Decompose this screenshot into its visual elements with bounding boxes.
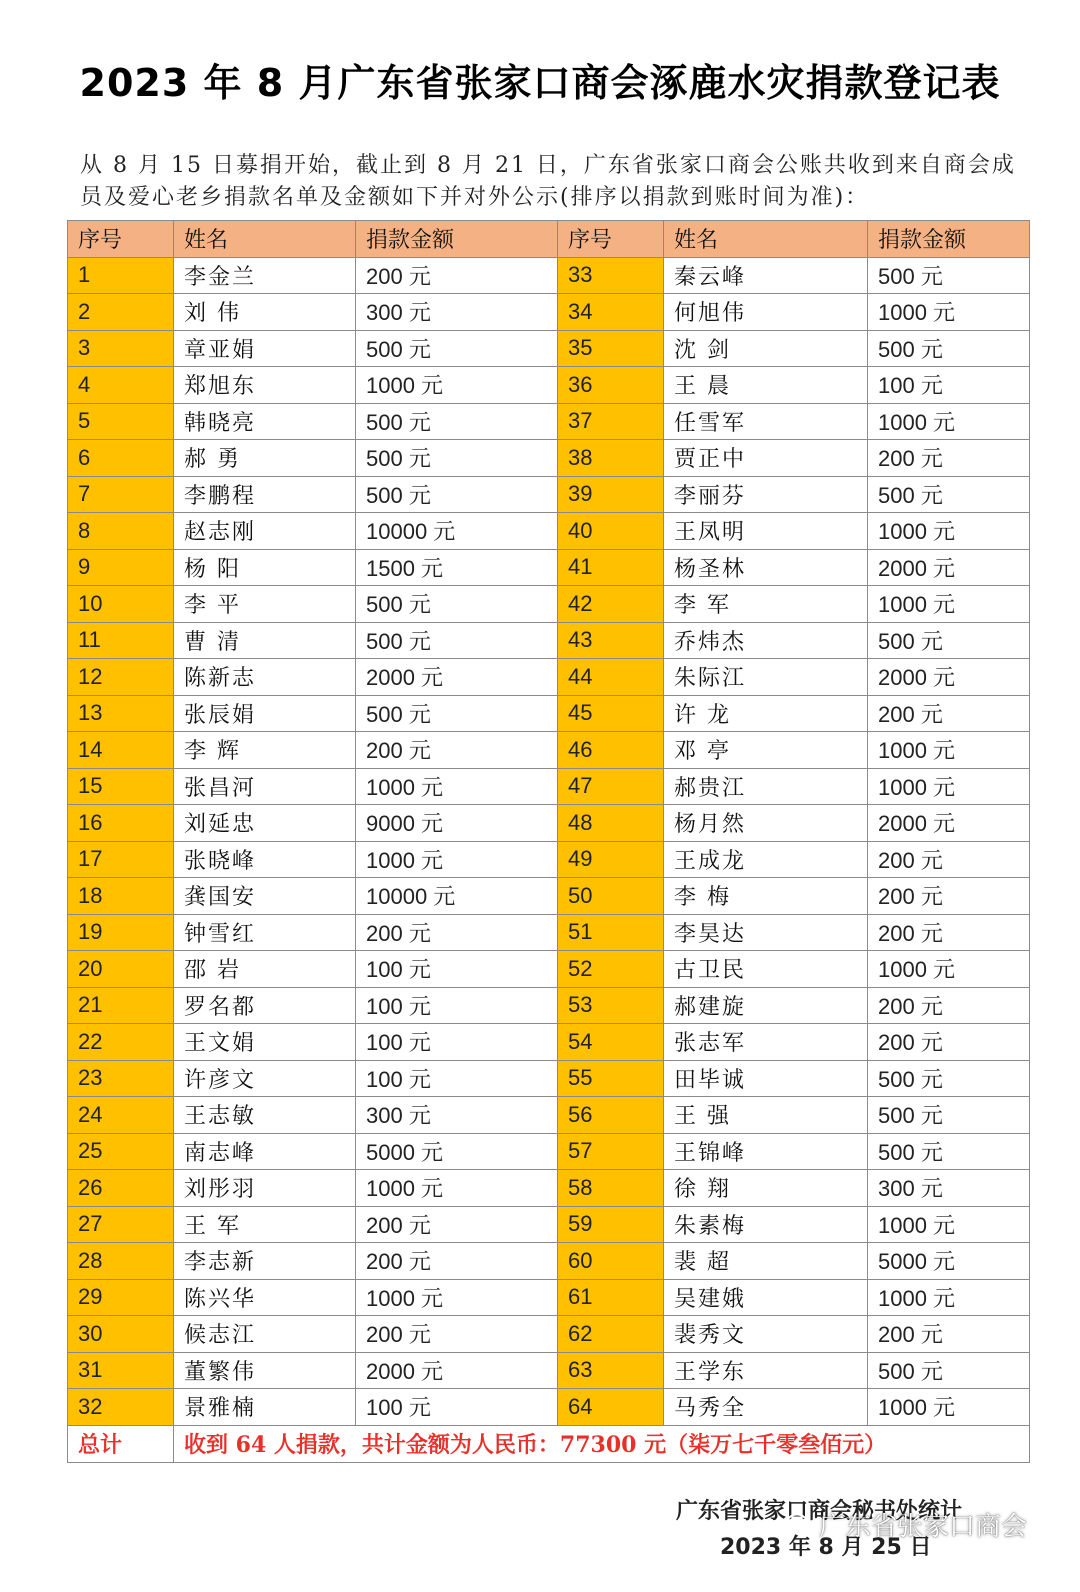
wechat-icon <box>785 1512 815 1538</box>
row-number-right: 60 <box>558 1243 664 1280</box>
row-number-right: 51 <box>558 914 664 951</box>
donor-name-right: 田毕诚 <box>664 1060 868 1097</box>
donor-name-left: 许彦文 <box>174 1060 356 1097</box>
row-number-left: 9 <box>68 549 174 586</box>
watermark <box>785 1506 1027 1543</box>
donor-name-right: 王凤明 <box>664 513 868 550</box>
donation-amount-left: 1000 元 <box>356 367 558 404</box>
donation-amount-left: 200 元 <box>356 1206 558 1243</box>
row-number-left: 31 <box>68 1352 174 1389</box>
row-number-left: 28 <box>68 1243 174 1280</box>
donation-amount-right: 2000 元 <box>868 659 1030 696</box>
row-number-right: 43 <box>558 622 664 659</box>
donor-name-left: 刘彤羽 <box>174 1170 356 1207</box>
row-number-left: 11 <box>68 622 174 659</box>
donor-name-left: 陈兴华 <box>174 1279 356 1316</box>
row-number-right: 34 <box>558 294 664 331</box>
signature-org: 广东省张家口商会秘书处统计 <box>676 1499 963 1524</box>
row-number-right: 61 <box>558 1279 664 1316</box>
donor-name-right: 任雪军 <box>664 403 868 440</box>
row-number-right: 54 <box>558 1024 664 1061</box>
donation-amount-right: 200 元 <box>868 914 1030 951</box>
donation-amount-right: 500 元 <box>868 1097 1030 1134</box>
row-number-left: 6 <box>68 440 174 477</box>
donor-name-left: 杨 阳 <box>174 549 356 586</box>
row-number-left: 5 <box>68 403 174 440</box>
donation-amount-left: 10000 元 <box>356 513 558 550</box>
table-row <box>68 367 1030 404</box>
donation-amount-right: 1000 元 <box>868 768 1030 805</box>
donation-amount-left: 500 元 <box>356 622 558 659</box>
row-number-left: 7 <box>68 476 174 513</box>
table-row <box>68 622 1030 659</box>
donor-name-right: 许 龙 <box>664 695 868 732</box>
row-number-right: 44 <box>558 659 664 696</box>
row-number-left: 3 <box>68 330 174 367</box>
donation-amount-right: 1000 元 <box>868 294 1030 331</box>
donation-amount-right: 500 元 <box>868 476 1030 513</box>
donor-name-left: 王志敏 <box>174 1097 356 1134</box>
donor-name-right: 郝贵江 <box>664 768 868 805</box>
donation-amount-left: 200 元 <box>356 732 558 769</box>
table-row <box>68 805 1030 842</box>
table-row <box>68 1097 1030 1134</box>
donor-name-left: 李志新 <box>174 1243 356 1280</box>
row-number-left: 30 <box>68 1316 174 1353</box>
donor-name-right: 朱际江 <box>664 659 868 696</box>
row-number-right: 64 <box>558 1389 664 1426</box>
table-row <box>68 768 1030 805</box>
total-summary: 收到 64 人捐款，共计金额为人民币：77300 元（柒万七千零叁佰元） <box>174 1425 1030 1462</box>
table-row <box>68 732 1030 769</box>
donor-name-right: 马秀全 <box>664 1389 868 1426</box>
watermark-text: 广东省张家口商会 <box>819 1512 1028 1542</box>
donor-name-right: 贾正中 <box>664 440 868 477</box>
total-row <box>68 1425 1030 1462</box>
donor-name-right: 裴 超 <box>664 1243 868 1280</box>
donor-name-left: 郝 勇 <box>174 440 356 477</box>
row-number-right: 48 <box>558 805 664 842</box>
header-amount-right: 捐款金额 <box>868 221 1030 258</box>
donor-name-left: 刘延忠 <box>174 805 356 842</box>
row-number-right: 52 <box>558 951 664 988</box>
donation-amount-left: 100 元 <box>356 1389 558 1426</box>
donor-name-left: 赵志刚 <box>174 513 356 550</box>
donation-amount-right: 1000 元 <box>868 1206 1030 1243</box>
donor-name-left: 罗名都 <box>174 987 356 1024</box>
header-num-right: 序号 <box>558 221 664 258</box>
row-number-left: 27 <box>68 1206 174 1243</box>
donor-name-left: 钟雪红 <box>174 914 356 951</box>
donation-amount-right: 200 元 <box>868 841 1030 878</box>
donor-name-left: 张辰娟 <box>174 695 356 732</box>
table-row <box>68 987 1030 1024</box>
table-row <box>68 1206 1030 1243</box>
donor-name-right: 李 军 <box>664 586 868 623</box>
row-number-left: 16 <box>68 805 174 842</box>
donation-amount-left: 2000 元 <box>356 659 558 696</box>
donor-name-left: 章亚娟 <box>174 330 356 367</box>
row-number-right: 35 <box>558 330 664 367</box>
donation-amount-left: 1000 元 <box>356 768 558 805</box>
row-number-right: 40 <box>558 513 664 550</box>
donation-amount-right: 2000 元 <box>868 805 1030 842</box>
row-number-left: 4 <box>68 367 174 404</box>
donation-amount-left: 500 元 <box>356 586 558 623</box>
donation-amount-right: 200 元 <box>868 878 1030 915</box>
donor-name-right: 徐 翔 <box>664 1170 868 1207</box>
donor-name-right: 王 强 <box>664 1097 868 1134</box>
donation-amount-left: 100 元 <box>356 951 558 988</box>
table-row <box>68 1024 1030 1061</box>
donor-name-right: 杨圣林 <box>664 549 868 586</box>
donor-name-left: 候志江 <box>174 1316 356 1353</box>
table-row <box>68 476 1030 513</box>
donation-amount-right: 500 元 <box>868 257 1030 294</box>
donation-amount-right: 500 元 <box>868 622 1030 659</box>
donation-amount-left: 300 元 <box>356 294 558 331</box>
row-number-right: 56 <box>558 1097 664 1134</box>
header-amount-left: 捐款金额 <box>356 221 558 258</box>
donation-amount-left: 500 元 <box>356 476 558 513</box>
row-number-left: 19 <box>68 914 174 951</box>
donor-name-left: 董繁伟 <box>174 1352 356 1389</box>
table-row <box>68 257 1030 294</box>
row-number-left: 29 <box>68 1279 174 1316</box>
donation-amount-right: 500 元 <box>868 1060 1030 1097</box>
row-number-left: 21 <box>68 987 174 1024</box>
row-number-left: 32 <box>68 1389 174 1426</box>
signature-date: 2023 年 8 月 25 日 <box>720 1535 932 1560</box>
donor-name-right: 秦云峰 <box>664 257 868 294</box>
donation-amount-right: 200 元 <box>868 1316 1030 1353</box>
table-row <box>68 1316 1030 1353</box>
donor-name-right: 王 晨 <box>664 367 868 404</box>
table-row <box>68 549 1030 586</box>
donation-amount-left: 5000 元 <box>356 1133 558 1170</box>
table-row <box>68 1133 1030 1170</box>
donor-name-left: 李鹏程 <box>174 476 356 513</box>
row-number-left: 13 <box>68 695 174 732</box>
donation-amount-right: 500 元 <box>868 1352 1030 1389</box>
donation-amount-right: 200 元 <box>868 440 1030 477</box>
row-number-right: 53 <box>558 987 664 1024</box>
donor-name-right: 王成龙 <box>664 841 868 878</box>
table-row <box>68 695 1030 732</box>
table-row <box>68 403 1030 440</box>
row-number-right: 47 <box>558 768 664 805</box>
row-number-right: 33 <box>558 257 664 294</box>
donation-amount-right: 300 元 <box>868 1170 1030 1207</box>
donor-name-right: 乔炜杰 <box>664 622 868 659</box>
row-number-right: 55 <box>558 1060 664 1097</box>
donor-name-left: 王文娟 <box>174 1024 356 1061</box>
donor-name-left: 王 军 <box>174 1206 356 1243</box>
donor-name-right: 吴建娥 <box>664 1279 868 1316</box>
row-number-right: 36 <box>558 367 664 404</box>
donation-amount-right: 100 元 <box>868 367 1030 404</box>
row-number-left: 12 <box>68 659 174 696</box>
row-number-right: 62 <box>558 1316 664 1353</box>
table-row <box>68 841 1030 878</box>
table-row <box>68 586 1030 623</box>
donation-amount-left: 10000 元 <box>356 878 558 915</box>
donation-amount-right: 1000 元 <box>868 513 1030 550</box>
donor-name-right: 何旭伟 <box>664 294 868 331</box>
donor-name-left: 陈新志 <box>174 659 356 696</box>
donation-amount-right: 1000 元 <box>868 586 1030 623</box>
donor-name-left: 张昌河 <box>174 768 356 805</box>
donor-name-left: 李金兰 <box>174 257 356 294</box>
donor-name-right: 沈 剑 <box>664 330 868 367</box>
row-number-right: 42 <box>558 586 664 623</box>
row-number-left: 2 <box>68 294 174 331</box>
donation-amount-left: 500 元 <box>356 440 558 477</box>
donor-name-left: 南志峰 <box>174 1133 356 1170</box>
row-number-right: 37 <box>558 403 664 440</box>
table-row <box>68 294 1030 331</box>
table-row <box>68 1060 1030 1097</box>
donor-name-right: 朱素梅 <box>664 1206 868 1243</box>
table-row <box>68 1279 1030 1316</box>
donor-name-right: 李丽芬 <box>664 476 868 513</box>
donation-amount-right: 200 元 <box>868 1024 1030 1061</box>
donor-name-right: 邓 亭 <box>664 732 868 769</box>
donation-amount-left: 500 元 <box>356 695 558 732</box>
donor-name-right: 李 梅 <box>664 878 868 915</box>
table-row <box>68 440 1030 477</box>
donor-name-right: 杨月然 <box>664 805 868 842</box>
row-number-right: 46 <box>558 732 664 769</box>
table-row <box>68 1170 1030 1207</box>
donor-name-left: 李 辉 <box>174 732 356 769</box>
donor-name-left: 龚国安 <box>174 878 356 915</box>
row-number-left: 18 <box>68 878 174 915</box>
table-row <box>68 1243 1030 1280</box>
row-number-left: 22 <box>68 1024 174 1061</box>
donor-name-left: 韩晓亮 <box>174 403 356 440</box>
donation-amount-left: 1500 元 <box>356 549 558 586</box>
total-label: 总计 <box>68 1425 174 1462</box>
intro-paragraph: 从 8 月 15 日募捐开始，截止到 8 月 21 日，广东省张家口商会公账共收到来自商会成员及爱心老乡捐款名单及金额如下并对外公示(排序以捐款到账时间为准)： <box>80 153 1016 210</box>
donation-amount-right: 200 元 <box>868 987 1030 1024</box>
donation-amount-right: 200 元 <box>868 695 1030 732</box>
donation-amount-left: 1000 元 <box>356 1279 558 1316</box>
donor-name-left: 张晓峰 <box>174 841 356 878</box>
donation-table <box>67 220 1030 1463</box>
donor-name-left: 李 平 <box>174 586 356 623</box>
donation-amount-right: 500 元 <box>868 1133 1030 1170</box>
row-number-right: 41 <box>558 549 664 586</box>
donor-name-right: 裴秀文 <box>664 1316 868 1353</box>
donation-amount-left: 200 元 <box>356 1316 558 1353</box>
donation-amount-right: 2000 元 <box>868 549 1030 586</box>
row-number-right: 39 <box>558 476 664 513</box>
donor-name-left: 刘 伟 <box>174 294 356 331</box>
row-number-right: 50 <box>558 878 664 915</box>
donor-name-right: 王学东 <box>664 1352 868 1389</box>
donation-amount-right: 500 元 <box>868 330 1030 367</box>
table-row <box>68 914 1030 951</box>
donor-name-right: 李昊达 <box>664 914 868 951</box>
table-row <box>68 1352 1030 1389</box>
row-number-right: 59 <box>558 1206 664 1243</box>
table-row <box>68 330 1030 367</box>
donor-name-right: 王锦峰 <box>664 1133 868 1170</box>
header-name-right: 姓名 <box>664 221 868 258</box>
header-num-left: 序号 <box>68 221 174 258</box>
row-number-right: 63 <box>558 1352 664 1389</box>
donation-amount-left: 300 元 <box>356 1097 558 1134</box>
donor-name-left: 邵 岩 <box>174 951 356 988</box>
donor-name-left: 景雅楠 <box>174 1389 356 1426</box>
row-number-left: 8 <box>68 513 174 550</box>
donation-amount-left: 100 元 <box>356 987 558 1024</box>
donor-name-right: 郝建旋 <box>664 987 868 1024</box>
donation-amount-left: 2000 元 <box>356 1352 558 1389</box>
donor-name-left: 郑旭东 <box>174 367 356 404</box>
row-number-left: 20 <box>68 951 174 988</box>
donation-amount-left: 500 元 <box>356 330 558 367</box>
donation-amount-left: 100 元 <box>356 1024 558 1061</box>
row-number-left: 25 <box>68 1133 174 1170</box>
donation-amount-left: 9000 元 <box>356 805 558 842</box>
row-number-left: 15 <box>68 768 174 805</box>
row-number-left: 23 <box>68 1060 174 1097</box>
row-number-left: 14 <box>68 732 174 769</box>
row-number-left: 10 <box>68 586 174 623</box>
page-title: 2023 年 8 月广东省张家口商会涿鹿水灾捐款登记表 <box>79 61 1001 105</box>
donation-amount-left: 500 元 <box>356 403 558 440</box>
row-number-left: 17 <box>68 841 174 878</box>
donation-amount-left: 1000 元 <box>356 841 558 878</box>
donation-amount-right: 1000 元 <box>868 732 1030 769</box>
row-number-left: 24 <box>68 1097 174 1134</box>
donation-amount-left: 200 元 <box>356 257 558 294</box>
donation-amount-right: 1000 元 <box>868 951 1030 988</box>
donation-amount-left: 200 元 <box>356 1243 558 1280</box>
row-number-right: 49 <box>558 841 664 878</box>
row-number-left: 1 <box>68 257 174 294</box>
table-row <box>68 878 1030 915</box>
donation-amount-right: 5000 元 <box>868 1243 1030 1280</box>
row-number-left: 26 <box>68 1170 174 1207</box>
row-number-right: 45 <box>558 695 664 732</box>
table-row <box>68 513 1030 550</box>
header-name-left: 姓名 <box>174 221 356 258</box>
donation-amount-left: 100 元 <box>356 1060 558 1097</box>
table-row <box>68 1389 1030 1426</box>
donor-name-right: 古卫民 <box>664 951 868 988</box>
donor-name-left: 曹 清 <box>174 622 356 659</box>
donation-amount-right: 1000 元 <box>868 403 1030 440</box>
row-number-right: 57 <box>558 1133 664 1170</box>
donation-amount-right: 1000 元 <box>868 1279 1030 1316</box>
table-header-row <box>68 221 1030 258</box>
donation-amount-left: 200 元 <box>356 914 558 951</box>
donation-amount-right: 1000 元 <box>868 1389 1030 1426</box>
table-row <box>68 659 1030 696</box>
row-number-right: 38 <box>558 440 664 477</box>
table-row <box>68 951 1030 988</box>
donor-name-right: 张志军 <box>664 1024 868 1061</box>
row-number-right: 58 <box>558 1170 664 1207</box>
donation-amount-left: 1000 元 <box>356 1170 558 1207</box>
